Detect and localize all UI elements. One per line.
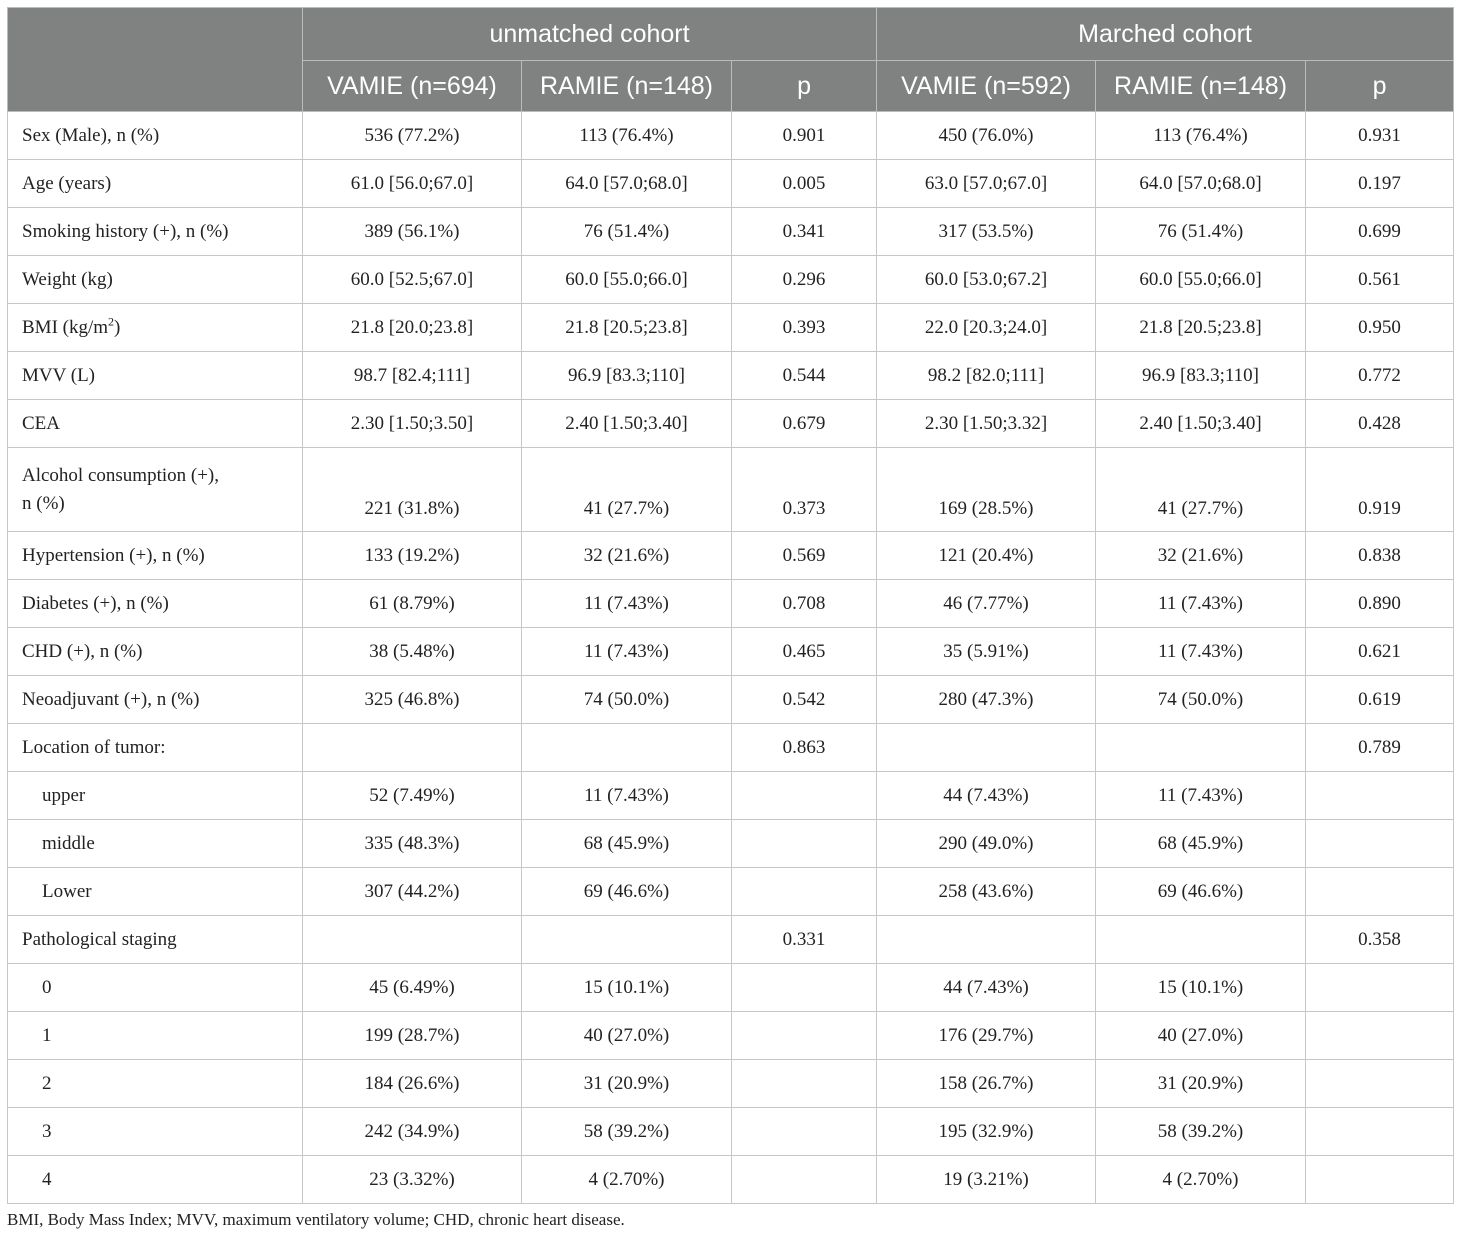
table-cell: 96.9 [83.3;110] bbox=[1096, 352, 1306, 400]
table-cell bbox=[1306, 868, 1454, 916]
table-row bbox=[8, 208, 1454, 256]
table-cell: 76 (51.4%) bbox=[1096, 208, 1306, 256]
data-table bbox=[7, 7, 1454, 1204]
table-cell: 15 (10.1%) bbox=[522, 964, 732, 1012]
table-cell: 389 (56.1%) bbox=[303, 208, 522, 256]
table-cell: 74 (50.0%) bbox=[522, 676, 732, 724]
table-cell: 0.863 bbox=[732, 724, 877, 772]
row-label bbox=[8, 916, 303, 964]
row-label bbox=[8, 160, 303, 208]
table-cell bbox=[1306, 1108, 1454, 1156]
table-cell bbox=[303, 724, 522, 772]
table-cell bbox=[877, 916, 1096, 964]
table-cell: 0.699 bbox=[1306, 208, 1454, 256]
table-header bbox=[8, 8, 1454, 112]
table-cell bbox=[522, 916, 732, 964]
table-row bbox=[8, 868, 1454, 916]
row-label-text: Sex (Male), n (%) bbox=[22, 124, 160, 146]
table-cell: 0.393 bbox=[732, 304, 877, 352]
row-label-text: Lower bbox=[42, 880, 92, 902]
table-cell: 44 (7.43%) bbox=[877, 964, 1096, 1012]
table-row bbox=[8, 628, 1454, 676]
table-cell: 169 (28.5%) bbox=[877, 448, 1096, 532]
table-cell: 0.561 bbox=[1306, 256, 1454, 304]
table-cell: 21.8 [20.5;23.8] bbox=[1096, 304, 1306, 352]
table-cell: 0.358 bbox=[1306, 916, 1454, 964]
row-label bbox=[8, 532, 303, 580]
table-cell: 22.0 [20.3;24.0] bbox=[877, 304, 1096, 352]
table-cell: 68 (45.9%) bbox=[1096, 820, 1306, 868]
table-row bbox=[8, 256, 1454, 304]
table-cell: 21.8 [20.0;23.8] bbox=[303, 304, 522, 352]
row-label bbox=[8, 1012, 303, 1060]
table-row bbox=[8, 304, 1454, 352]
table-cell: 450 (76.0%) bbox=[877, 112, 1096, 160]
table-cell: 4 (2.70%) bbox=[522, 1156, 732, 1204]
table-row bbox=[8, 1060, 1454, 1108]
table-cell bbox=[732, 1108, 877, 1156]
table-row bbox=[8, 112, 1454, 160]
table-cell: 45 (6.49%) bbox=[303, 964, 522, 1012]
table-cell: 52 (7.49%) bbox=[303, 772, 522, 820]
header-p-matched: p bbox=[1306, 61, 1454, 112]
table-cell: 40 (27.0%) bbox=[522, 1012, 732, 1060]
table-cell bbox=[732, 1060, 877, 1108]
table-cell bbox=[732, 820, 877, 868]
table-row bbox=[8, 964, 1454, 1012]
table-row bbox=[8, 772, 1454, 820]
row-label-superscript: 2 bbox=[108, 314, 115, 329]
table-cell: 0.373 bbox=[732, 448, 877, 532]
table-cell: 0.341 bbox=[732, 208, 877, 256]
table-cell: 0.901 bbox=[732, 112, 877, 160]
table-cell: 11 (7.43%) bbox=[522, 628, 732, 676]
table-row bbox=[8, 916, 1454, 964]
row-label-text: 4 bbox=[42, 1168, 52, 1190]
table-cell bbox=[303, 916, 522, 964]
table-cell: 280 (47.3%) bbox=[877, 676, 1096, 724]
row-label bbox=[8, 868, 303, 916]
table-cell: 199 (28.7%) bbox=[303, 1012, 522, 1060]
table-cell: 2.40 [1.50;3.40] bbox=[522, 400, 732, 448]
table-cell: 242 (34.9%) bbox=[303, 1108, 522, 1156]
table-cell bbox=[1096, 916, 1306, 964]
row-label-text: BMI (kg/m bbox=[22, 316, 109, 338]
table-cell bbox=[1306, 1012, 1454, 1060]
header-vamie-unmatched: VAMIE (n=694) bbox=[303, 61, 522, 112]
table-cell: 58 (39.2%) bbox=[522, 1108, 732, 1156]
table-cell bbox=[732, 1012, 877, 1060]
table-cell: 0.919 bbox=[1306, 448, 1454, 532]
table-row bbox=[8, 580, 1454, 628]
table-cell: 113 (76.4%) bbox=[522, 112, 732, 160]
row-label bbox=[8, 1108, 303, 1156]
row-label bbox=[8, 448, 303, 532]
table-cell: 0.296 bbox=[732, 256, 877, 304]
table-cell: 0.772 bbox=[1306, 352, 1454, 400]
table-cell: 2.30 [1.50;3.32] bbox=[877, 400, 1096, 448]
table-cell: 4 (2.70%) bbox=[1096, 1156, 1306, 1204]
table-cell bbox=[1306, 1156, 1454, 1204]
table-cell: 121 (20.4%) bbox=[877, 532, 1096, 580]
header-p-unmatched: p bbox=[732, 61, 877, 112]
table-cell: 0.950 bbox=[1306, 304, 1454, 352]
row-label-text: middle bbox=[42, 832, 95, 854]
table-cell: 41 (27.7%) bbox=[522, 448, 732, 532]
table-cell: 184 (26.6%) bbox=[303, 1060, 522, 1108]
table-cell: 0.931 bbox=[1306, 112, 1454, 160]
row-label-text: CEA bbox=[22, 412, 60, 434]
table-cell: 0.679 bbox=[732, 400, 877, 448]
table-cell: 133 (19.2%) bbox=[303, 532, 522, 580]
row-label-text: Location of tumor: bbox=[22, 736, 166, 758]
table-cell bbox=[1306, 1060, 1454, 1108]
table-cell: 68 (45.9%) bbox=[522, 820, 732, 868]
table-cell bbox=[732, 868, 877, 916]
row-label-text: Neoadjuvant (+), n (%) bbox=[22, 688, 200, 710]
table-row bbox=[8, 448, 1454, 532]
table-cell bbox=[732, 1156, 877, 1204]
table-cell: 176 (29.7%) bbox=[877, 1012, 1096, 1060]
row-label-text: Smoking history (+), n (%) bbox=[22, 220, 229, 242]
table-cell: 60.0 [55.0;66.0] bbox=[1096, 256, 1306, 304]
row-label bbox=[8, 208, 303, 256]
row-label-text: Pathological staging bbox=[22, 928, 177, 950]
table-cell: 258 (43.6%) bbox=[877, 868, 1096, 916]
header-group-unmatched: unmatched cohort bbox=[303, 8, 877, 61]
table-cell: 11 (7.43%) bbox=[1096, 628, 1306, 676]
table-cell bbox=[732, 772, 877, 820]
table-cell: 0.890 bbox=[1306, 580, 1454, 628]
table-cell: 96.9 [83.3;110] bbox=[522, 352, 732, 400]
table-cell: 63.0 [57.0;67.0] bbox=[877, 160, 1096, 208]
table-cell: 0.544 bbox=[732, 352, 877, 400]
row-label bbox=[8, 256, 303, 304]
table-cell: 19 (3.21%) bbox=[877, 1156, 1096, 1204]
header-vamie-matched: VAMIE (n=592) bbox=[877, 61, 1096, 112]
table-cell: 335 (48.3%) bbox=[303, 820, 522, 868]
table-cell: 32 (21.6%) bbox=[522, 532, 732, 580]
table-row bbox=[8, 160, 1454, 208]
row-label-text: Weight (kg) bbox=[22, 268, 113, 290]
table-cell: 58 (39.2%) bbox=[1096, 1108, 1306, 1156]
table-cell: 536 (77.2%) bbox=[303, 112, 522, 160]
table-cell: 38 (5.48%) bbox=[303, 628, 522, 676]
row-label bbox=[8, 724, 303, 772]
table-cell: 158 (26.7%) bbox=[877, 1060, 1096, 1108]
row-label bbox=[8, 676, 303, 724]
row-label-text: upper bbox=[42, 784, 86, 806]
row-label bbox=[8, 964, 303, 1012]
table-cell: 44 (7.43%) bbox=[877, 772, 1096, 820]
row-label-text: MVV (L) bbox=[22, 364, 96, 386]
table-cell: 23 (3.32%) bbox=[303, 1156, 522, 1204]
header-ramie-matched: RAMIE (n=148) bbox=[1096, 61, 1306, 112]
table-row bbox=[8, 352, 1454, 400]
table-cell: 40 (27.0%) bbox=[1096, 1012, 1306, 1060]
row-label-text: Age (years) bbox=[22, 172, 112, 194]
table-cell: 0.465 bbox=[732, 628, 877, 676]
table-cell bbox=[1096, 724, 1306, 772]
row-label-text: 1 bbox=[42, 1024, 52, 1046]
row-label-suffix: ) bbox=[114, 316, 121, 338]
table-row bbox=[8, 1108, 1454, 1156]
table-cell: 74 (50.0%) bbox=[1096, 676, 1306, 724]
row-label bbox=[8, 1060, 303, 1108]
table-cell: 0.428 bbox=[1306, 400, 1454, 448]
row-label-text: CHD (+), n (%) bbox=[22, 640, 143, 662]
table-footnote: BMI, Body Mass Index; MVV, maximum ventilatory volume; CHD, chronic heart disease. bbox=[7, 1210, 625, 1229]
row-label-text: Alcohol consumption (+), bbox=[22, 464, 219, 486]
table-cell: 35 (5.91%) bbox=[877, 628, 1096, 676]
table-cell: 31 (20.9%) bbox=[1096, 1060, 1306, 1108]
row-label bbox=[8, 580, 303, 628]
table-row bbox=[8, 724, 1454, 772]
table-cell: 0.542 bbox=[732, 676, 877, 724]
table-cell bbox=[877, 724, 1096, 772]
table-cell bbox=[522, 724, 732, 772]
row-label-text: 2 bbox=[42, 1072, 52, 1094]
table-cell: 60.0 [52.5;67.0] bbox=[303, 256, 522, 304]
table-cell: 98.2 [82.0;111] bbox=[877, 352, 1096, 400]
table-cell: 290 (49.0%) bbox=[877, 820, 1096, 868]
table-cell: 0.621 bbox=[1306, 628, 1454, 676]
table-cell: 2.30 [1.50;3.50] bbox=[303, 400, 522, 448]
table-cell: 0.197 bbox=[1306, 160, 1454, 208]
table-cell: 113 (76.4%) bbox=[1096, 112, 1306, 160]
table-cell: 60.0 [55.0;66.0] bbox=[522, 256, 732, 304]
table-cell: 0.619 bbox=[1306, 676, 1454, 724]
table-cell: 221 (31.8%) bbox=[303, 448, 522, 532]
table-cell: 0.331 bbox=[732, 916, 877, 964]
table-cell: 307 (44.2%) bbox=[303, 868, 522, 916]
table-cell: 0.789 bbox=[1306, 724, 1454, 772]
header-ramie-unmatched: RAMIE (n=148) bbox=[522, 61, 732, 112]
table-row bbox=[8, 532, 1454, 580]
row-label-text: Hypertension (+), n (%) bbox=[22, 544, 205, 566]
table-cell: 46 (7.77%) bbox=[877, 580, 1096, 628]
table-row bbox=[8, 676, 1454, 724]
table-cell: 31 (20.9%) bbox=[522, 1060, 732, 1108]
table-cell: 15 (10.1%) bbox=[1096, 964, 1306, 1012]
row-label bbox=[8, 772, 303, 820]
table-cell: 317 (53.5%) bbox=[877, 208, 1096, 256]
header-group-row bbox=[8, 8, 1454, 61]
table-cell: 0.569 bbox=[732, 532, 877, 580]
table-row bbox=[8, 1012, 1454, 1060]
table-row bbox=[8, 820, 1454, 868]
row-label bbox=[8, 352, 303, 400]
row-label-text: 0 bbox=[42, 976, 52, 998]
row-label-line2: n (%) bbox=[22, 492, 65, 514]
row-label bbox=[8, 112, 303, 160]
row-label-text: 3 bbox=[42, 1120, 52, 1142]
table-cell: 21.8 [20.5;23.8] bbox=[522, 304, 732, 352]
table-cell: 64.0 [57.0;68.0] bbox=[1096, 160, 1306, 208]
header-corner-cell bbox=[8, 8, 303, 112]
table-cell: 11 (7.43%) bbox=[1096, 772, 1306, 820]
row-label-text: Diabetes (+), n (%) bbox=[22, 592, 169, 614]
row-label bbox=[8, 304, 303, 352]
table-cell: 11 (7.43%) bbox=[522, 772, 732, 820]
table-cell: 41 (27.7%) bbox=[1096, 448, 1306, 532]
table-cell: 98.7 [82.4;111] bbox=[303, 352, 522, 400]
table-cell: 325 (46.8%) bbox=[303, 676, 522, 724]
table-row bbox=[8, 1156, 1454, 1204]
row-label bbox=[8, 400, 303, 448]
table-cell: 11 (7.43%) bbox=[1096, 580, 1306, 628]
table-cell: 195 (32.9%) bbox=[877, 1108, 1096, 1156]
row-label bbox=[8, 820, 303, 868]
table-cell: 0.838 bbox=[1306, 532, 1454, 580]
header-group-matched: Marched cohort bbox=[877, 8, 1454, 61]
row-label bbox=[8, 1156, 303, 1204]
table-cell: 2.40 [1.50;3.40] bbox=[1096, 400, 1306, 448]
table-cell: 61 (8.79%) bbox=[303, 580, 522, 628]
table-body bbox=[8, 112, 1454, 1204]
table-cell: 60.0 [53.0;67.2] bbox=[877, 256, 1096, 304]
table-cell: 69 (46.6%) bbox=[522, 868, 732, 916]
table-row bbox=[8, 400, 1454, 448]
table-cell: 11 (7.43%) bbox=[522, 580, 732, 628]
table-cell bbox=[1306, 772, 1454, 820]
table-cell bbox=[732, 964, 877, 1012]
row-label bbox=[8, 628, 303, 676]
table-cell: 32 (21.6%) bbox=[1096, 532, 1306, 580]
table-cell: 61.0 [56.0;67.0] bbox=[303, 160, 522, 208]
table-cell: 0.708 bbox=[732, 580, 877, 628]
table-cell bbox=[1306, 820, 1454, 868]
table-cell: 76 (51.4%) bbox=[522, 208, 732, 256]
table-cell: 69 (46.6%) bbox=[1096, 868, 1306, 916]
table-cell: 64.0 [57.0;68.0] bbox=[522, 160, 732, 208]
table-cell bbox=[1306, 964, 1454, 1012]
table-cell: 0.005 bbox=[732, 160, 877, 208]
